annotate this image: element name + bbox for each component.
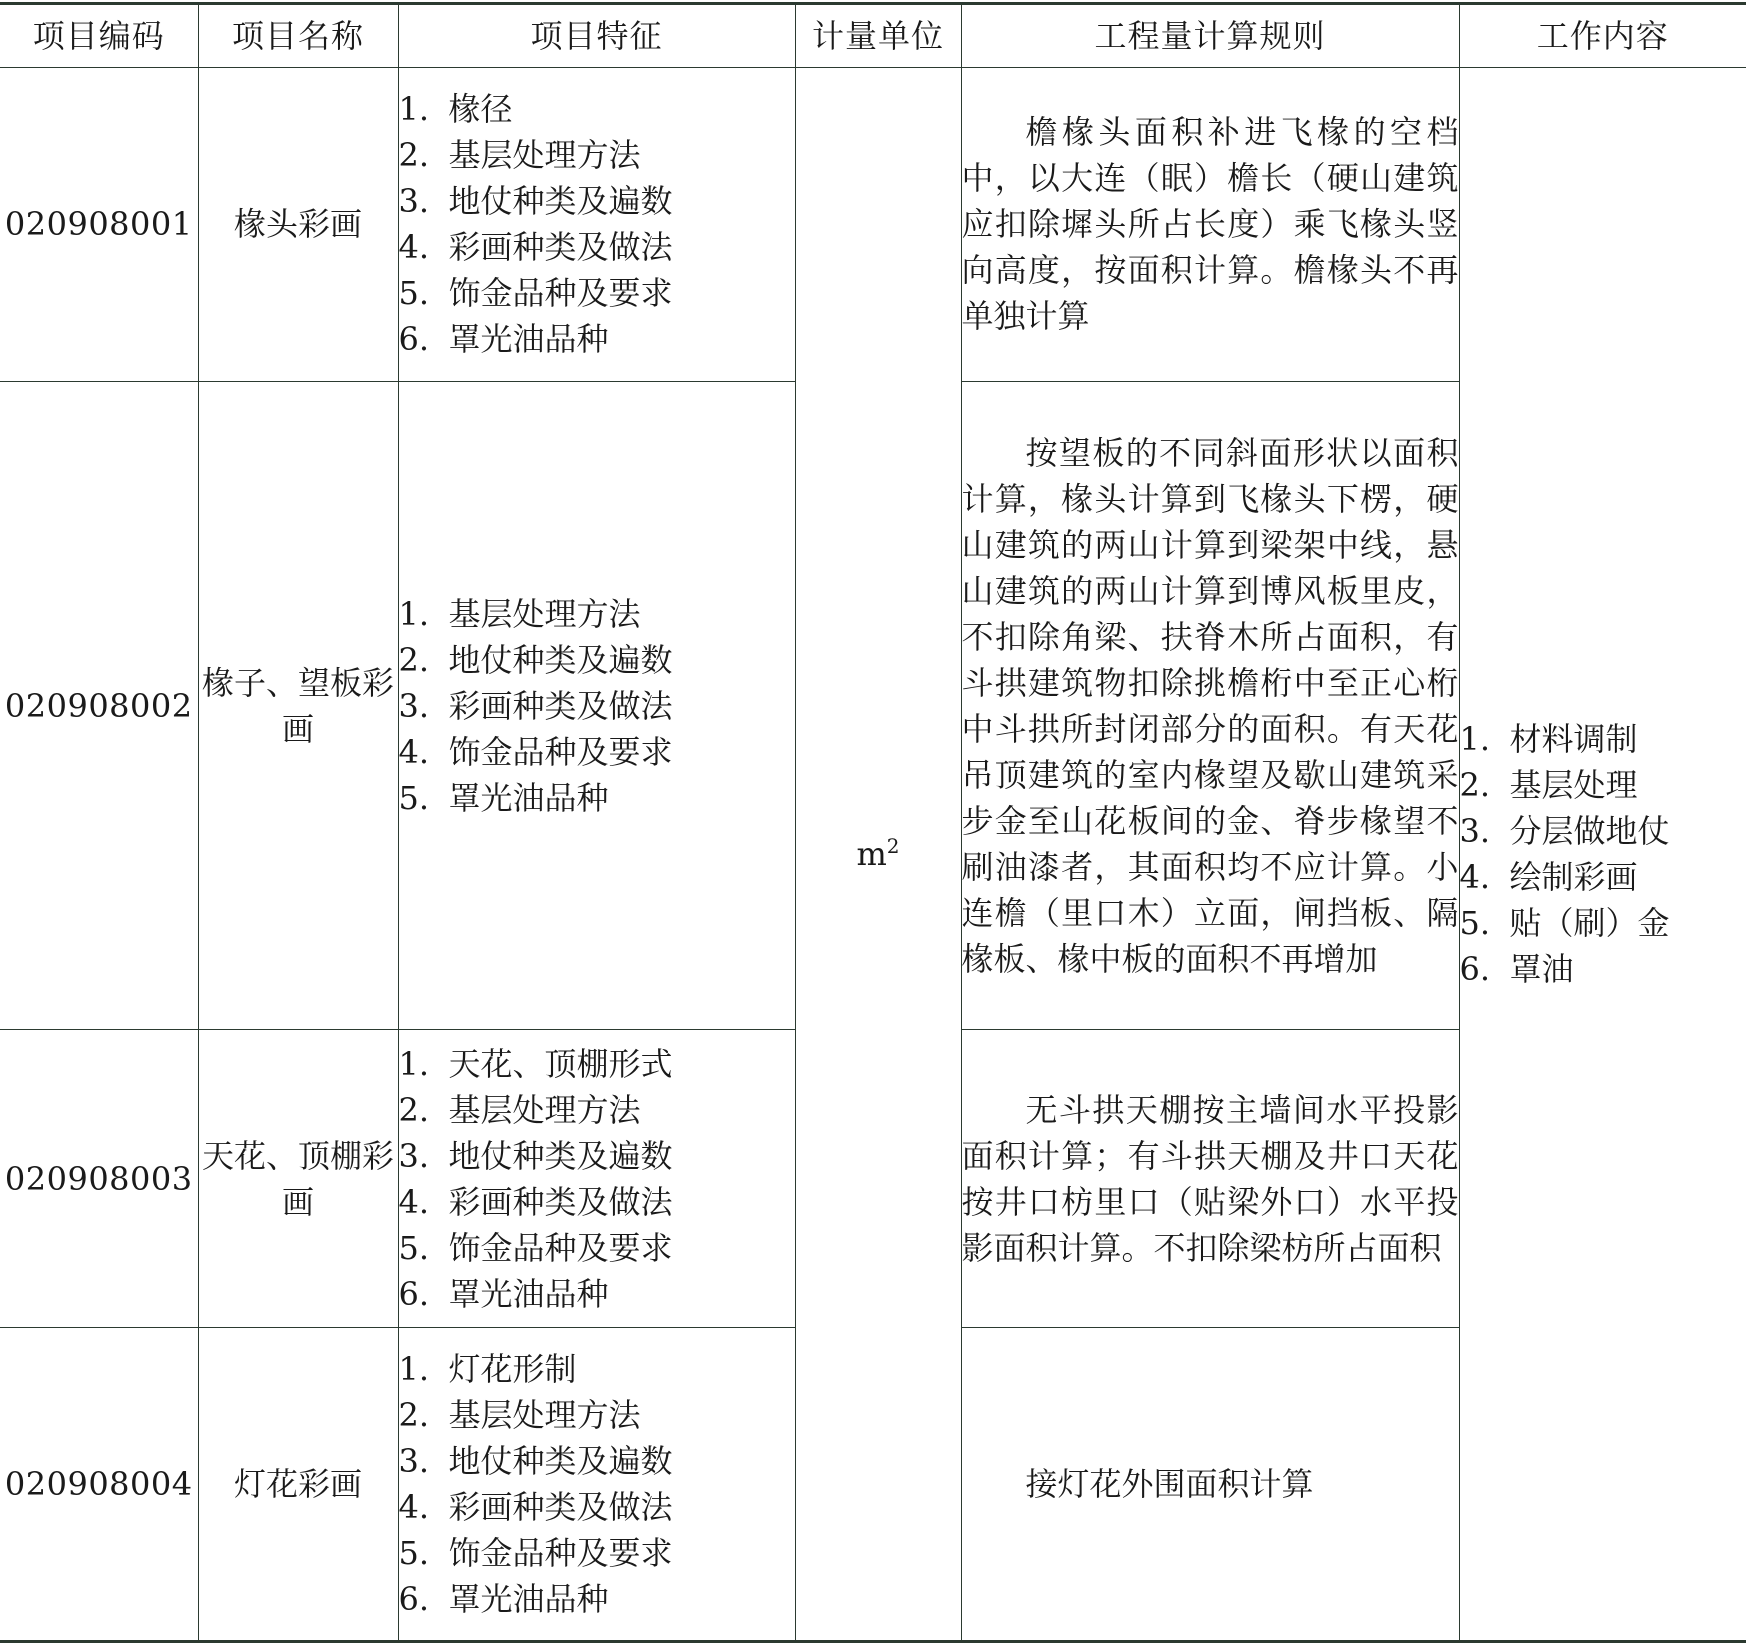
feature-item: 2. 基层处理方法 — [398, 1395, 641, 1434]
feature-item: 6. 罩光油品种 — [398, 320, 609, 359]
feature-item: 4. 彩画种类及做法 — [398, 228, 673, 267]
feature-item: 4. 饰金品种及要求 — [398, 732, 673, 771]
header-unit: 计量单位 — [795, 4, 961, 68]
feature-item: 6. 罩光油品种 — [398, 1579, 609, 1618]
feature-item: 1. 基层处理方法 — [398, 594, 641, 633]
feature-item: 3. 彩画种类及做法 — [398, 686, 673, 725]
feature-item: 5. 饰金品种及要求 — [398, 274, 673, 313]
measurement-unit: $m^2$ — [795, 68, 961, 1642]
work-content-item: 3. 分层做地仗 — [1459, 812, 1670, 850]
item-code: 020908002 — [0, 381, 198, 1029]
header-features: 项目特征 — [398, 4, 795, 68]
calculation-rule: 无斗拱天棚按主墙间水平投影面积计算；有斗拱天棚及井口天花按井口枋里口（贴梁外口）水平投影面积计算。不扣除梁枋所占面积 — [961, 1030, 1459, 1328]
table-row — [0, 68, 1746, 382]
header-content: 工作内容 — [1459, 4, 1746, 68]
header-code: 项目编码 — [0, 4, 198, 68]
work-content-item: 1. 材料调制 — [1459, 720, 1638, 758]
feature-item: 2. 基层处理方法 — [398, 1090, 641, 1129]
item-code: 020908004 — [0, 1327, 198, 1641]
feature-item: 1. 椽径 — [398, 90, 513, 129]
feature-item: 2. 地仗种类及遍数 — [398, 640, 673, 679]
item-features — [398, 1327, 795, 1641]
feature-item: 4. 彩画种类及做法 — [398, 1487, 673, 1526]
feature-item: 5. 饰金品种及要求 — [398, 1533, 673, 1572]
item-name: 天花、顶棚彩画 — [198, 1030, 398, 1328]
feature-item: 4. 彩画种类及做法 — [398, 1182, 673, 1221]
item-features — [398, 1030, 795, 1328]
feature-item: 5. 饰金品种及要求 — [398, 1228, 673, 1267]
header-name: 项目名称 — [198, 4, 398, 68]
spec-table-sheet — [0, 2, 1746, 1643]
feature-item: 5. 罩光油品种 — [398, 778, 609, 817]
calculation-rule: 檐椽头面积补进飞椽的空档中，以大连（眠）檐长（硬山建筑应扣除墀头所占长度）乘飞椽头竖向高度，按面积计算。檐椽头不再单独计算 — [961, 68, 1459, 382]
item-name: 椽头彩画 — [198, 68, 398, 382]
feature-item: 2. 基层处理方法 — [398, 136, 641, 175]
item-features — [398, 68, 795, 382]
item-code: 020908003 — [0, 1030, 198, 1328]
calculation-rule: 接灯花外围面积计算 — [961, 1327, 1459, 1641]
work-content-item: 2. 基层处理 — [1459, 766, 1638, 804]
item-name: 灯花彩画 — [198, 1327, 398, 1641]
work-content — [1459, 68, 1746, 1642]
work-content-item: 4. 绘制彩画 — [1459, 858, 1638, 896]
header-rule: 工程量计算规则 — [961, 4, 1459, 68]
item-code: 020908001 — [0, 68, 198, 382]
work-content-item: 6. 罩油 — [1459, 950, 1574, 988]
feature-item: 3. 地仗种类及遍数 — [398, 1136, 673, 1175]
header-row — [0, 4, 1746, 68]
calculation-rule: 按望板的不同斜面形状以面积计算，椽头计算到飞椽头下楞，硬山建筑的两山计算到梁架中线，悬山建筑的两山计算到博风板里皮，不扣除角梁、扶脊木所占面积，有斗拱建筑物扣除挑檐桁中至正心桁中斗拱所封闭部分的面积。有天花吊顶建筑的室内椽望及歇山建筑采步金至山花板间的金、脊步椽望不刷油漆者，其面积均不应计算。小连檐（里口木）立面，闸挡板、隔椽板、椽中板的面积不再增加 — [961, 381, 1459, 1029]
work-content-item: 5. 贴（刷）金 — [1459, 904, 1670, 942]
item-name: 椽子、望板彩画 — [198, 381, 398, 1029]
feature-item: 1. 天花、顶棚形式 — [398, 1044, 673, 1083]
feature-item: 6. 罩光油品种 — [398, 1274, 609, 1313]
spec-table — [0, 2, 1746, 1643]
feature-item: 3. 地仗种类及遍数 — [398, 1441, 673, 1480]
item-features — [398, 381, 795, 1029]
feature-item: 1. 灯花形制 — [398, 1349, 577, 1388]
feature-item: 3. 地仗种类及遍数 — [398, 182, 673, 221]
